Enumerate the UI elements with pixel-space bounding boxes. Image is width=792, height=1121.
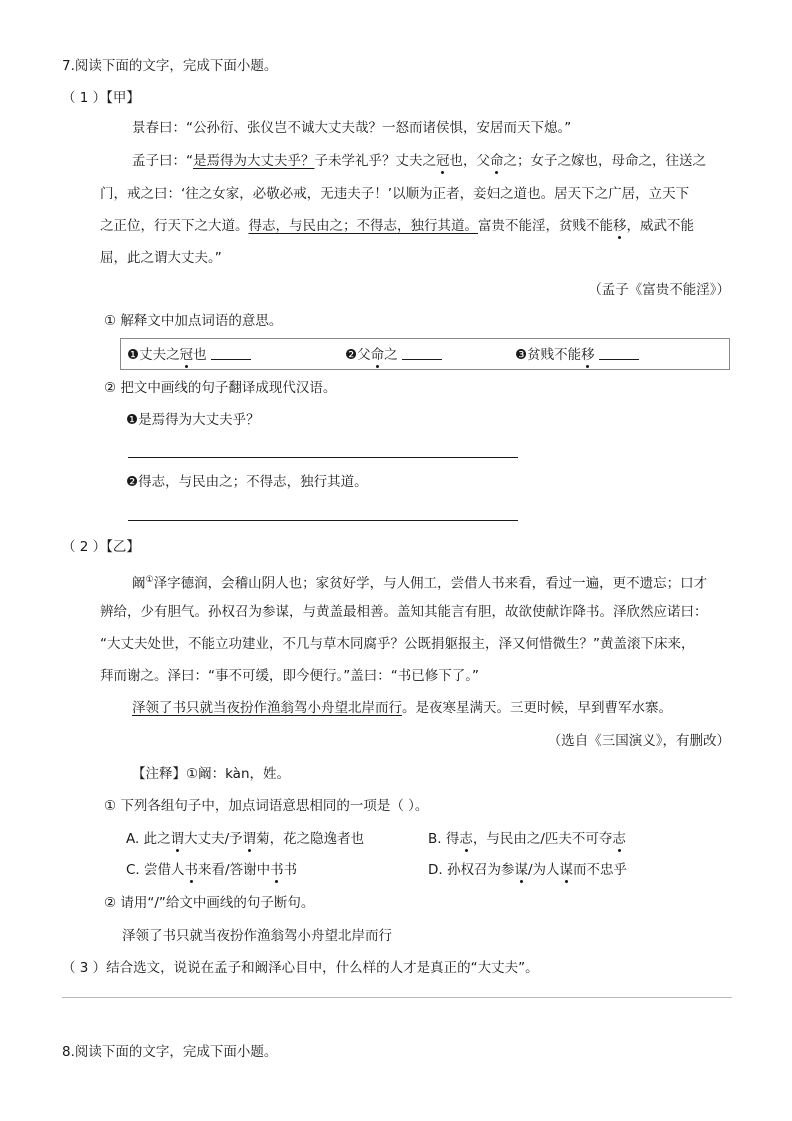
passage-b-line-5: 泽领了书只就当夜扮作渔翁驾小舟望北岸而行。是夜寒星满天。三更时候，早到曹军水寨。 [132, 700, 672, 716]
translate-answer-line-1[interactable] [128, 457, 518, 458]
dotted-word-yi: 移 [613, 218, 627, 234]
option-b[interactable]: B. 得志，与民由之/匹夫不可夺志 [428, 831, 626, 847]
passage-a-line-3: 门，戒之曰：‘往之女家，必敬必戒，无违夫子！’以顺为正者，妾妇之道也。居天下之广居，立天下 [100, 186, 690, 202]
dotted-word-guan: 冠 [436, 153, 450, 169]
passage-a-line-2: 孟子曰：“是焉得为大丈夫乎？子未学礼乎？丈夫之冠也，父命之；女子之嫁也，母命之，往送之 [132, 153, 706, 169]
footnote-marker: ① [145, 575, 154, 585]
answer-blank-1[interactable] [211, 345, 251, 360]
passage-b-line-4: 拜而谢之。泽曰：“事不可缓，即今便行。”盖曰：“书已修下了。” [100, 668, 479, 684]
part2-question-2: ② 请用“/”给文中画线的句子断句。 [104, 895, 315, 911]
underlined-sentence-3: 泽领了书只就当夜扮作渔翁驾小舟望北岸而行 [132, 700, 402, 716]
option-c[interactable]: C. 尝借人书来看/答谢中书书 [126, 862, 298, 878]
translate-item-1: ❶是焉得为大丈夫乎？ [126, 412, 260, 428]
translate-answer-line-2[interactable] [128, 520, 518, 521]
translate-item-2: ❷得志，与民由之；不得志，独行其道。 [126, 474, 368, 490]
annotation-note: 【注释】①阚：kàn，姓。 [132, 766, 291, 782]
part1-label: （ 1 ）【甲】 [62, 90, 140, 106]
section-divider [62, 997, 732, 998]
part1-question-2: ② 把文中画线的句子翻译成现代汉语。 [104, 380, 337, 396]
passage-a-line-5: 屈，此之谓大丈夫。” [100, 250, 222, 266]
part1-question-1: ① 解释文中加点词语的意思。 [104, 313, 283, 329]
explain-item-2: ❷父命之 [345, 345, 442, 365]
passage-a-source: （孟子《富贵不能淫》） [588, 282, 730, 298]
passage-b-line-1: 阚①泽字德润，会稽山阴人也；家贫好学，与人佣工，尝借人书来看，看过一遍，更不遗忘；口才 [132, 575, 708, 592]
segmentation-sentence: 泽领了书只就当夜扮作渔翁驾小舟望北岸而行 [122, 928, 392, 944]
part2-question-1: ① 下列各组句子中，加点词语意思相同的一项是（ ）。 [104, 798, 429, 814]
option-d[interactable]: D. 孙权召为参谋/为人谋而不忠乎 [428, 862, 628, 878]
passage-b-source: （选自《三国演义》，有删改） [547, 733, 730, 749]
passage-a-line-1: 景春曰：“公孙衍、张仪岂不诚大丈夫哉？一怒而诸侯惧，安居而天下熄。” [132, 120, 572, 136]
underlined-sentence-1: 是焉得为大丈夫乎？ [193, 153, 315, 169]
passage-b-line-3: “大丈夫处世，不能立功建业，不几与草木同腐乎？公既捐躯报主，泽又何惜微生？”黄盖滚下床来， [100, 636, 695, 652]
explain-item-3: ❸贫贱不能移 [515, 345, 639, 365]
option-a[interactable]: A. 此之谓大丈夫/予谓菊，花之隐逸者也 [126, 831, 365, 847]
answer-blank-3[interactable] [599, 345, 639, 360]
passage-b-line-2: 辨给，少有胆气。孙权召为参谋，与黄盖最相善。盖知其能言有胆，故欲使献诈降书。泽欣然应诺曰： [100, 604, 708, 620]
part3-question: （ 3 ）结合选文，说说在孟子和阚泽心目中，什么样的人才是真正的“大丈夫”。 [62, 960, 539, 976]
q8-header: 8.阅读下面的文字，完成下面小题。 [62, 1044, 278, 1060]
dotted-word-ming: 命 [490, 153, 504, 169]
part2-label: （ 2 ）【乙】 [62, 539, 140, 555]
explain-item-1: ❶丈夫之冠也 [127, 345, 251, 365]
underlined-sentence-2: 得志，与民由之；不得志，独行其道。 [248, 218, 478, 234]
answer-blank-2[interactable] [402, 345, 442, 360]
passage-a-line-4: 之正位，行天下之大道。得志，与民由之；不得志，独行其道。富贵不能淫，贫贱不能移，威武不能 [100, 218, 694, 234]
word-explanation-box [120, 338, 730, 370]
q7-header: 7.阅读下面的文字，完成下面小题。 [62, 58, 278, 74]
